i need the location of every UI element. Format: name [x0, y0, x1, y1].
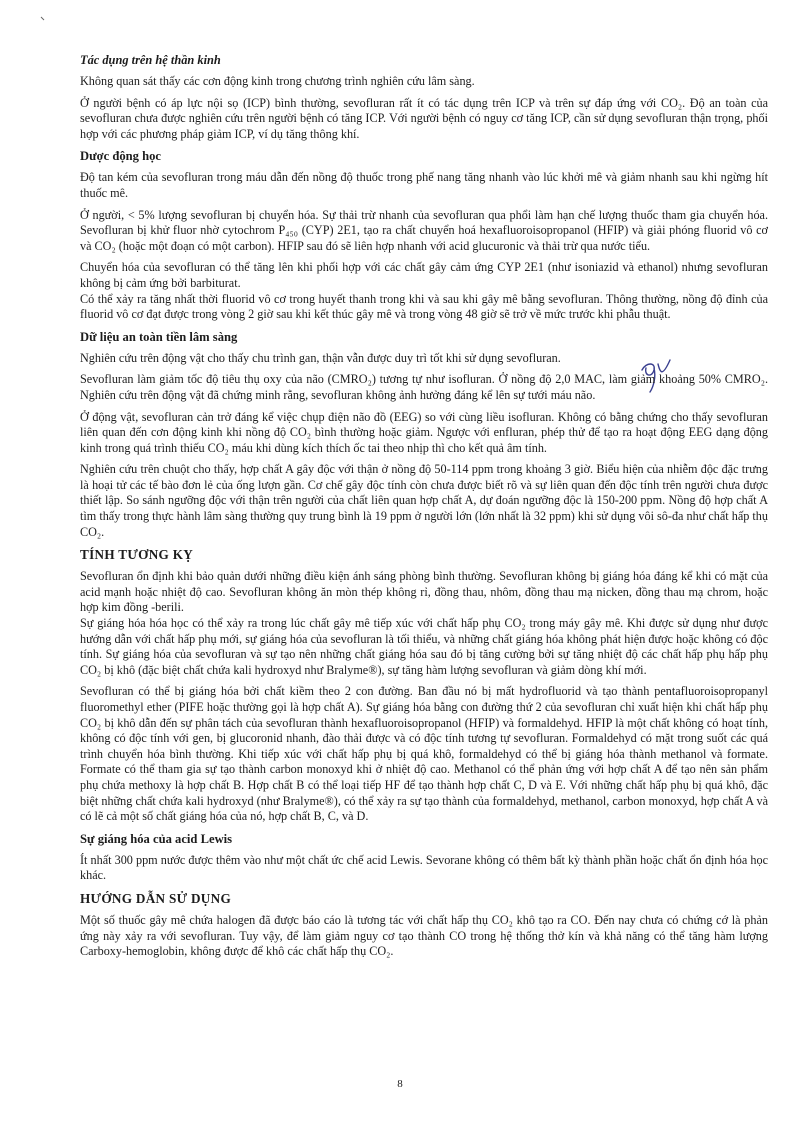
heading-pk: Dược động học: [80, 149, 162, 164]
heading-lewis: Sự giáng hóa của acid Lewis: [80, 831, 233, 846]
scan-speck: [40, 16, 46, 22]
paragraph: Không quan sát thấy các cơn động kinh trong chương trình nghiên cứu lâm sàng.: [80, 74, 475, 88]
paragraph: Ở động vật, sevofluran cản trở đáng kể việc chụp điện não đồ (EEG) so với cùng liều isofluran. Không có bằng chứng cho thấy sevofluran liên quan đến cơn động kinh khi nồng độ CO₂ bình thường hoặc giảm. Ngược với enfluran, phép thử để tạo ra hoạt động EEG dạng động kinh trong quá trình thiếu CO₂ máu khi dùng kích thích ốc tai theo nhịp thì cho kết quả âm tính.: [80, 409, 768, 455]
paragraph: Sevofluran ổn định khi bảo quản dưới những điều kiện ánh sáng phòng bình thường. Sevofluran không bị giáng hóa đáng kể khi có mặt của acid mạnh hoặc nhiệt độ cao. Sevofluran không ăn mòn thép không rỉ, đồng thau, nhôm, đồng thau mạ nicken, đồng thau mạ chrom, hoặc hợp kim đồng -berili.: [80, 569, 768, 615]
heading-usage: HƯỚNG DẪN SỬ DỤNG: [80, 890, 232, 906]
paragraph: Sự giáng hóa hóa học có thể xảy ra trong lúc chất gây mê tiếp xúc với chất hấp phụ CO₂ trong máy gây mê. Khi được sử dụng như được hướng dẫn với chất hấp phụ mới, sự giáng hóa của sevofluran là tối thiểu, và những chất giáng hóa không phát hiện được hoặc không có độc tính. Sự giáng hóa của sevofluran và sự tạo nên những chất giáng hóa sau đó bị tăng cường bởi sự tăng nhiệt độ các chất hấp phụ hấp phụ CO₂ bị khô (đặc biệt chất chứa kali hydroxyd như Bralyme®), sự tăng hàm lượng sevofluran và giảm dòng khí mới.: [80, 616, 768, 677]
page-number: 8: [397, 1078, 403, 1090]
paragraph: Một số thuốc gây mê chứa halogen đã được báo cáo là tương tác với chất hấp thụ CO₂ khô tạo ra CO. Đến nay chưa có chứng cớ là phản ứng này xảy ra với sevofluran. Tuy vậy, để làm giảm nguy cơ tạo thành CO trong hệ thống thở kín và khả năng có thể tăng hàm lượng Carboxy-hemoglobin, không được để khô các chất hấp thụ CO₂.: [80, 912, 768, 959]
heading-compat: TÍNH TƯƠNG KỴ: [80, 547, 194, 563]
paragraph: Nghiên cứu trên động vật cho thấy chu trình gan, thận vẫn được duy trì tốt khi sử dụng sevofluran.: [80, 350, 561, 365]
paragraph: Sevofluran làm giảm tốc độ tiêu thụ oxy của não (CMRO₂) tương tự như isofluran. Ở nồng độ 2,0 MAC, làm giảm khoảng 50% CMRO₂. Nghiên cứu trên động vật đã chứng minh rằng, sevofluran không ảnh hưởng đáng kể lên sự tưới máu não.: [80, 372, 768, 402]
paragraph: Độ tan kém của sevofluran trong máu dẫn đến nồng độ thuốc trong phế nang tăng nhanh vào lúc khởi mê và giảm nhanh sau khi ngừng hít thuốc mê.: [80, 170, 768, 200]
heading-neuro: Tác dụng trên hệ thần kinh: [80, 53, 221, 67]
paragraph: Ở người, < 5% lượng sevofluran bị chuyển hóa. Sự thải trừ nhanh của sevofluran qua phổi làm hạn chế lượng thuốc tham gia chuyển hóa. Sevofluran bị khử fluor nhờ cytochrom P₄₅₀ (CYP) 2E1, tạo ra chất chuyển hoá hexafluoroisopropanol (HFIP) và giải phóng fluorid vô cơ và CO₂ (hoặc một đoạn có một carbon). HFIP sau đó sẽ liên hợp nhanh với acid glucuronic và thải trừ qua nước tiểu.: [80, 207, 768, 253]
paragraph: Chuyển hóa của sevofluran có thể tăng lên khi phối hợp với các chất gây cảm ứng CYP 2E1 (như isoniazid và ethanol) nhưng sevofluran không bị cảm ứng bởi barbiturat.: [80, 260, 768, 290]
paragraph: Có thể xảy ra tăng nhất thời fluorid vô cơ trong huyết thanh trong khi và sau khi gây mê bằng sevofluran. Thông thường, nồng độ đỉnh của fluorid vô cơ đạt được trong vòng 2 giờ sau khi kết thúc gây mê và trong vòng 48 giờ sẽ trở về mức trước khi phẫu thuật.: [80, 291, 768, 322]
paragraph: Nghiên cứu trên chuột cho thấy, hợp chất A gây độc với thận ở nồng độ 50-114 ppm trong khoảng 3 giờ. Biểu hiện của nhiễm độc đặc trưng là hoại tử các tế bào đơn lẻ của ống lượn gần. Cơ chế gây độc tính còn chưa được biết rõ và sự liên quan đến độc tính trên người chưa được thiết lập. So sánh ngưỡng độc với thận trên người của chất liên quan hợp chất A, dự đoán ngưỡng độc là 150-200 ppm. Nồng độ hợp chất A tìm thấy trong thực hành lâm sàng thường quy trung bình là 19 ppm ở người lớn (lớn nhất là 32 ppm) khi sử dụng vôi sô-đa như chất hấp thụ CO₂.: [80, 462, 768, 539]
paragraph: Ở người bệnh có áp lực nội sọ (ICP) bình thường, sevofluran rất ít có tác dụng trên ICP và trên sự đáp ứng với CO₂. Độ an toàn của sevofluran chưa được nghiên cứu trên người bệnh có tăng ICP. Với người bệnh có nguy cơ tăng ICP, cần sử dụng sevofluran thận trọng, phối hợp với các phương pháp giảm ICP, ví dụ tăng thông khí.: [80, 95, 768, 141]
paragraph: Sevofluran có thể bị giáng hóa bởi chất kiềm theo 2 con đường. Ban đầu nó bị mất hydrofluorid và tạo thành pentafluoroisopropanyl fluoromethyl ether (PIFE hoặc thường gọi là hợp chất A). Sự giáng hóa bằng con đường thứ 2 của sevofluran chỉ xuất hiện khi chất hấp phụ CO₂ bị khô dẫn đến sự phân tách của sevofluran thành hexafluoroisopropanol (HFIP) và formaldehyd. HFIP là một chất không có hoạt tính, không có độc tính với gen, bị glucoronid nhanh, đào thải được và có độc tính tương tự sevofluran. Formaldehyd có mặt trong suốt các quá trình chuyển hóa bình thường. Khi tiếp xúc với chất hấp phụ bị quá khô, formaldehyd có thể bị giáng hóa thành methanol và formate. Formate có thể tham gia sự tạo thành carbon monoxyd khi ở nhiệt độ cao. Methanol có thể phản ứng với hợp chất A để tạo nên sản phẩm phụ chứa methoxy là hợp chất B. Hợp chất B có thể loại tiếp HF để tạo thành hợp chất C, D và E. Với những chất hấp phụ bị quá khô, đặc biệt những chất chứa kali hydroxyd (như Bralyme®), có thể xảy ra sự tạo thành của formaldehyd, methanol, carbon monoxyd, hợp chất A và có lẽ cả một số chất giáng hóa của nó, hợp chất B, C, và D.: [80, 684, 768, 824]
paragraph: Ít nhất 300 ppm nước được thêm vào như một chất ức chế acid Lewis. Sevorane không có thêm bất kỳ thành phần hoặc chất ổn định hóa học khác.: [80, 852, 768, 883]
document-body: [80, 52, 768, 966]
heading-preclinical: Dữ liệu an toàn tiền lâm sàng: [80, 329, 238, 344]
